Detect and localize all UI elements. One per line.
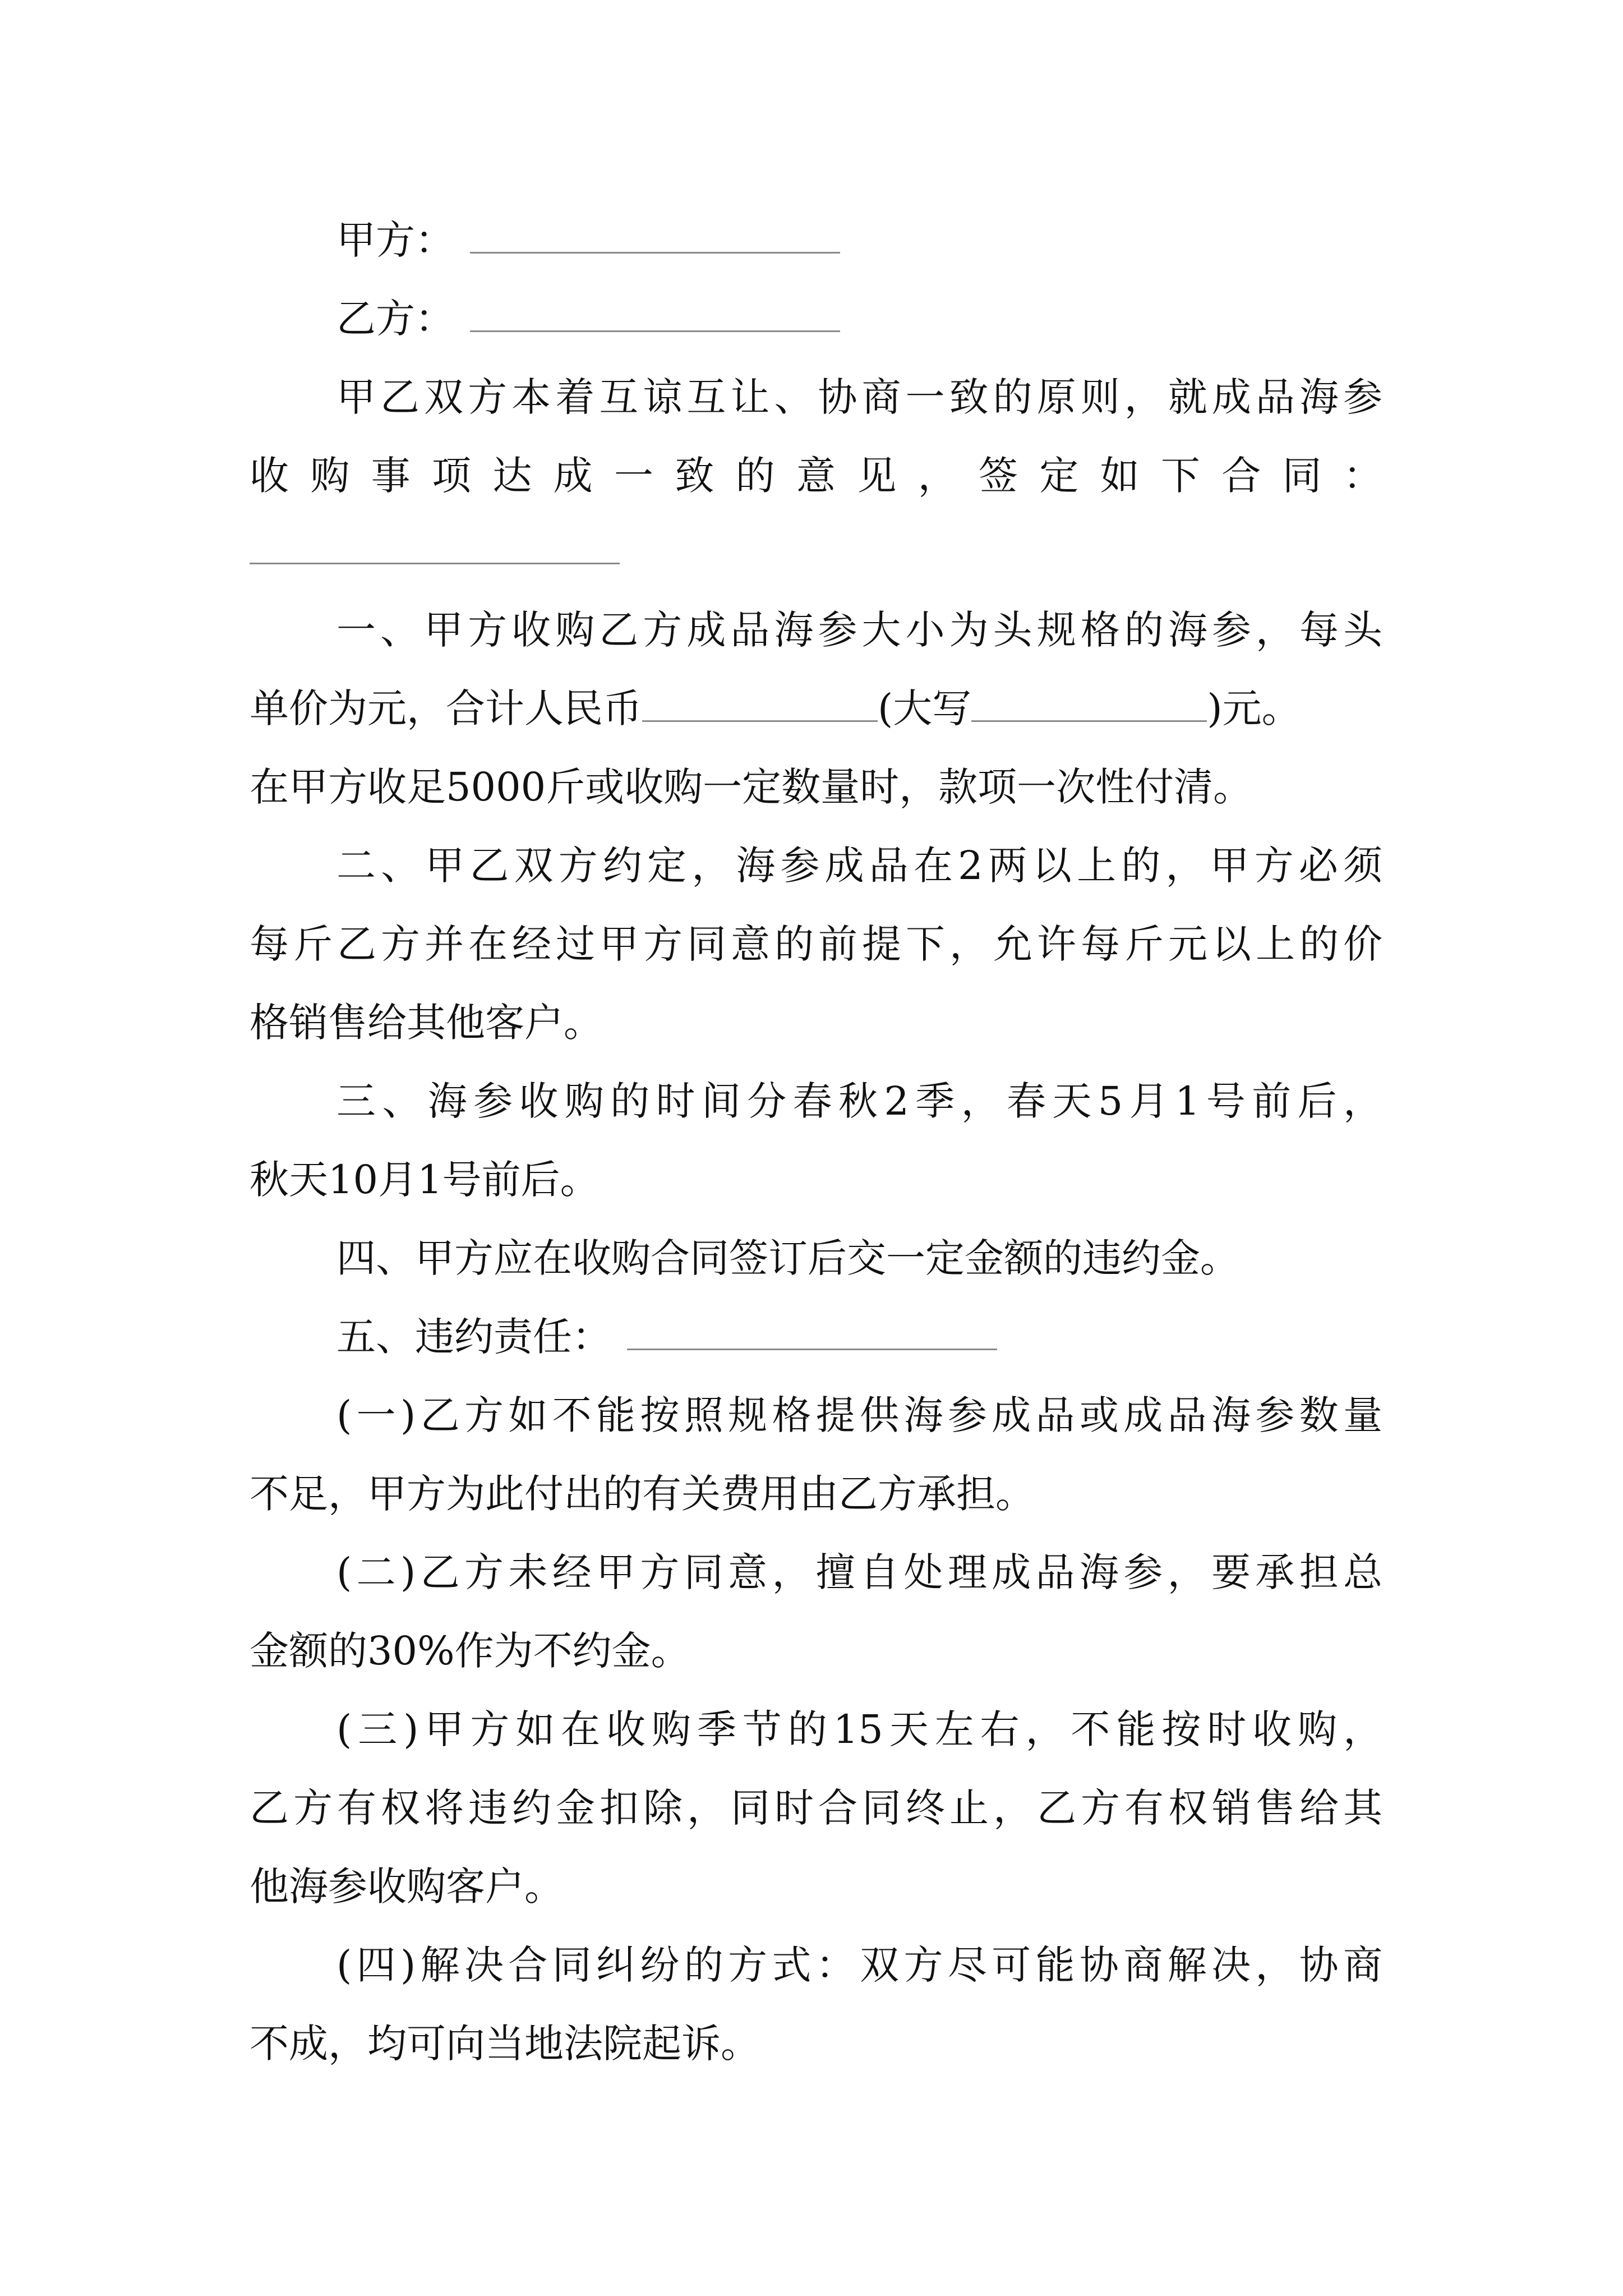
clause-2-line-3: 格销售给其他客户。	[250, 1000, 603, 1046]
party-b-line	[336, 292, 1469, 346]
amount-uppercase-blank	[971, 683, 1207, 722]
amount-blank	[642, 683, 878, 722]
intro-blank-line	[250, 563, 620, 564]
clause-1-line-1: 一、甲方收购乙方成品海参大小为头规格的海参，每头	[336, 607, 1382, 653]
clause-1-uppercase-text: (大写	[878, 685, 972, 731]
clause-2-line-2: 每斤乙方并在经过甲方同意的前提下，允许每斤元以上的价	[250, 921, 1382, 967]
party-a-blank	[470, 215, 840, 254]
sub-3-line-3: 他海参收购客户。	[250, 1864, 564, 1910]
clause-3-line-1: 三、海参收购的时间分春秋2季，春天5月1号前后，	[336, 1078, 1382, 1124]
liability-blank	[627, 1312, 997, 1350]
clause-2-line-1: 二、甲乙双方约定，海参成品在2两以上的，甲方必须	[336, 843, 1382, 889]
sub-2-line-2: 金额的30%作为不约金。	[250, 1628, 690, 1674]
clause-1-line-3: 在甲方收足5000斤或收购一定数量时，款项一次性付清。	[250, 764, 1253, 810]
clause-1-line-2	[250, 682, 1382, 735]
sub-1-line-2: 不足，甲方为此付出的有关费用由乙方承担。	[250, 1471, 1035, 1517]
sub-2-line-1: (二)乙方未经甲方同意，擅自处理成品海参，要承担总	[336, 1549, 1382, 1595]
sub-4-line-2: 不成，均可向当地法院起诉。	[250, 2021, 760, 2067]
sub-3-line-2: 乙方有权将违约金扣除，同时合同终止，乙方有权销售给其	[250, 1785, 1382, 1831]
sub-3-line-1: (三)甲方如在收购季节的15天左右，不能按时收购，	[336, 1706, 1382, 1752]
sub-1-line-1: (一)乙方如不能按照规格提供海参成品或成品海参数量	[336, 1392, 1382, 1438]
clause-5-label: 五、违约责任：	[336, 1314, 611, 1360]
party-b-label: 乙方：	[336, 296, 454, 342]
party-a-label: 甲方：	[336, 217, 454, 263]
party-a-line	[336, 213, 1469, 267]
sub-4-line-1: (四)解决合同纠纷的方式：双方尽可能协商解决，协商	[336, 1942, 1382, 1988]
clause-1-price-text: 单价为元，合计人民币	[250, 685, 642, 731]
clause-3-line-2: 秋天10月1号前后。	[250, 1157, 600, 1203]
party-b-blank	[470, 293, 840, 332]
intro-line-2: 收购事项达成一致的意见，签定如下合同：	[250, 453, 1382, 499]
intro-line-1: 甲乙双方本着互谅互让、协商一致的原则，就成品海参	[336, 374, 1382, 420]
clause-1-yuan-text: )元。	[1207, 685, 1301, 731]
clause-4-line-1: 四、甲方应在收购合同签订后交一定金额的违约金。	[336, 1235, 1239, 1281]
clause-5-line	[336, 1310, 1469, 1364]
